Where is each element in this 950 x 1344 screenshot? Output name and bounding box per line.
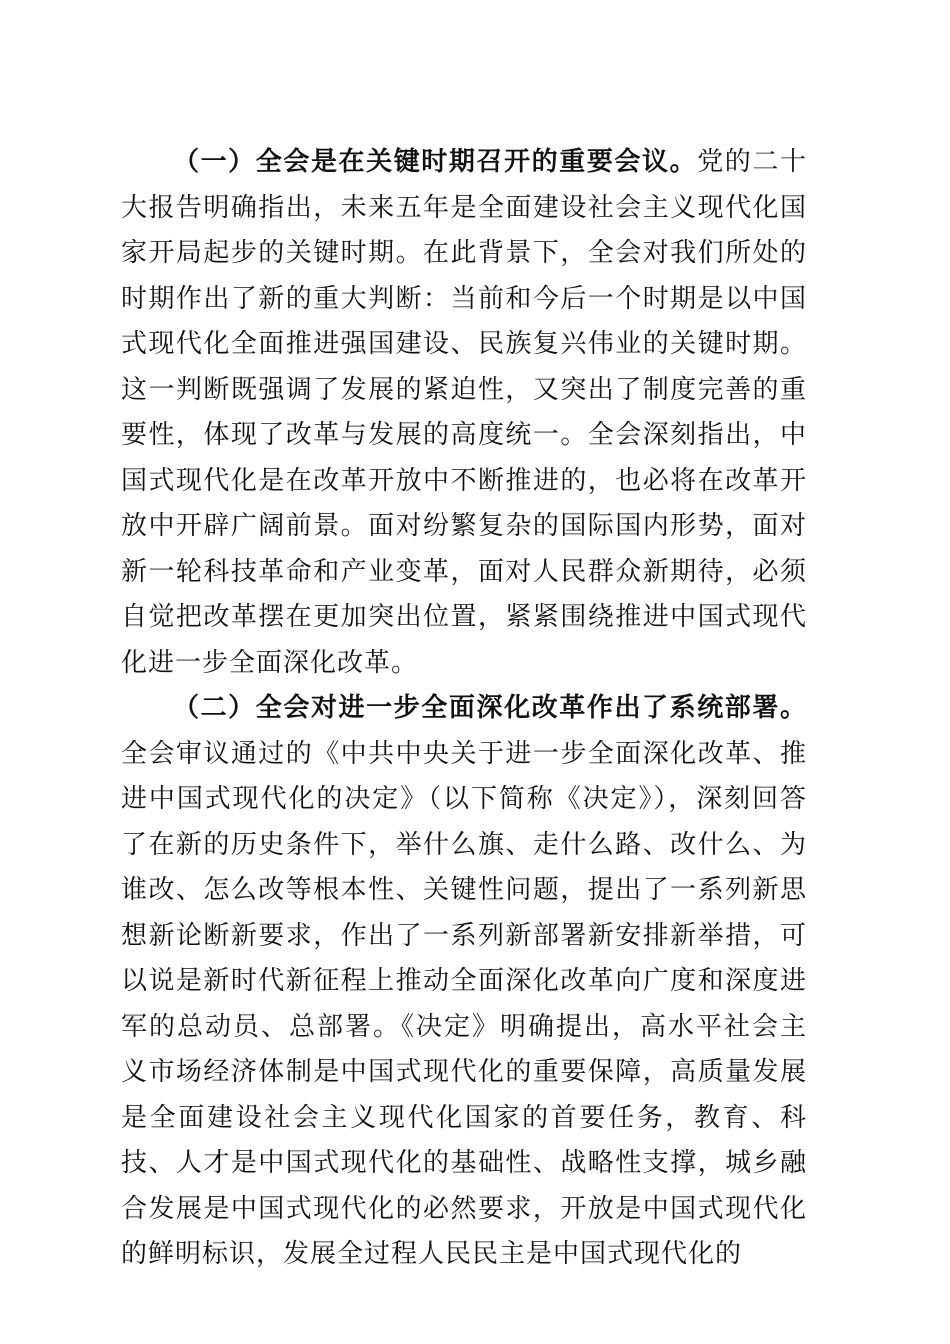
document-body xyxy=(121,140,807,1278)
paragraph-1-body: 党的二十大报告明确指出，未来五年是全面建设社会主义现代化国家开局起步的关键时期。在此背景下，全会对我们所处的时期作出了新的重大判断：当前和今后一个时期是以中国式现代化全面推进强国建设、民族复兴伟业的关键时期。这一判断既强调了发展的紧迫性，又突出了制度完善的重要性，体现了改革与发展的高度统一。全会深刻指出，中国式现代化是在改革开放中不断推进的，也必将在改革开放中开辟广阔前景。面对纷繁复杂的国际国内形势，面对新一轮科技革命和产业变革，面对人民群众新期待，必须自觉把改革摆在更加突出位置，紧紧围绕推进中国式现代化进一步全面深化改革。 xyxy=(121,147,807,678)
paragraph-1-heading: （一）全会是在关键时期召开的重要会议。 xyxy=(173,147,698,177)
paragraph-1 xyxy=(121,140,807,686)
paragraph-2 xyxy=(121,686,807,1278)
paragraph-2-heading: （二）全会对进一步全面深化改革作出了系统部署。 xyxy=(173,693,807,723)
paragraph-2-body: 全会审议通过的《中共中央关于进一步全面深化改革、推进中国式现代化的决定》（以下简称《决定》），深刻回答了在新的历史条件下，举什么旗、走什么路、改什么、为谁改、怎么改等根本性、关键性问题，提出了一系列新思想新论断新要求，作出了一系列新部署新安排新举措，可以说是新时代新征程上推动全面深化改革向广度和深度进军的总动员、总部署。《决定》明确提出，高水平社会主义市场经济体制是中国式现代化的重要保障，高质量发展是全面建设社会主义现代化国家的首要任务，教育、科技、人才是中国式现代化的基础性、战略性支撑，城乡融合发展是中国式现代化的必然要求，开放是中国式现代化的鲜明标识，发展全过程人民民主是中国式现代化的 xyxy=(121,738,807,1269)
